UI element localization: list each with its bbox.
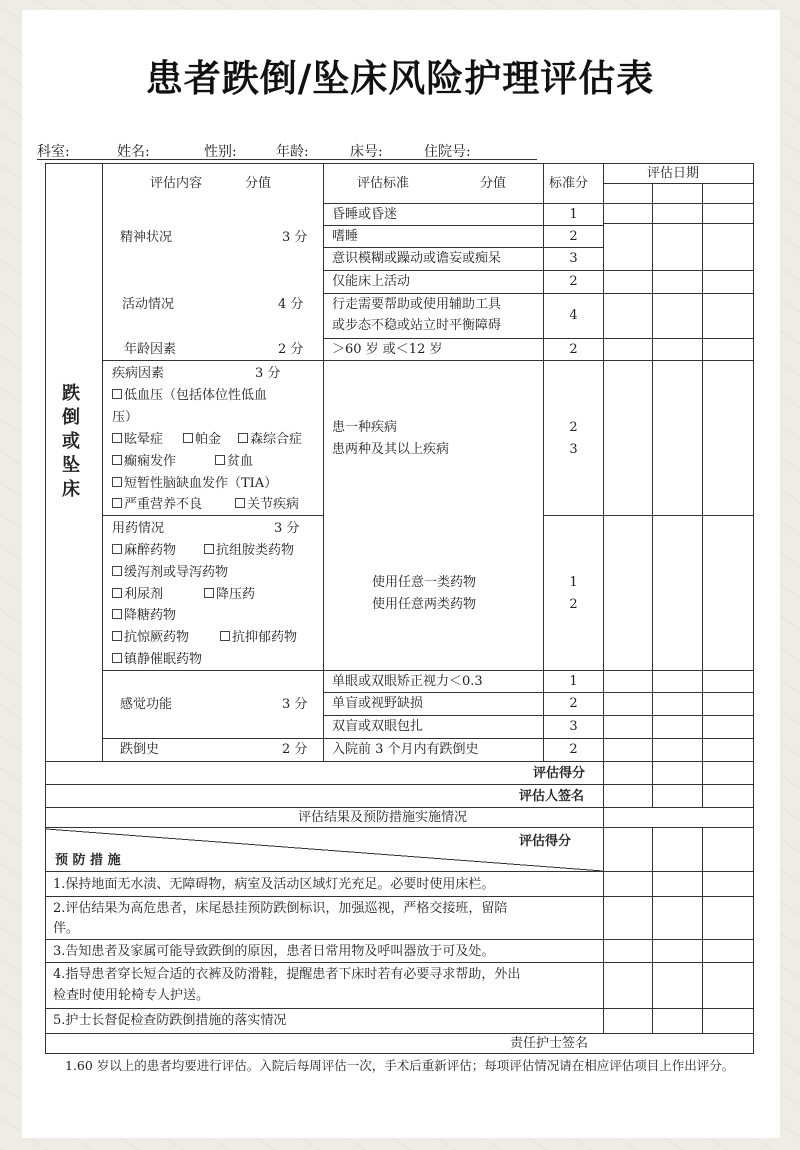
- standard-text: 或步态不稳或站立时平衡障碍: [332, 318, 502, 333]
- item-medication-label: 用药情况: [112, 521, 165, 536]
- name-label: 姓名:: [117, 144, 150, 160]
- standard-text: 单眼或双眼矫正视力＜0.3: [332, 674, 483, 689]
- checkbox[interactable]: [112, 544, 122, 554]
- checkbox[interactable]: [112, 433, 122, 443]
- standard-text: 单盲或视野缺损: [332, 696, 424, 711]
- disease-option: 帕金: [183, 432, 221, 448]
- checkbox[interactable]: [204, 588, 214, 598]
- measure-item: 3.告知患者及家属可能导致跌倒的原因，患者日常用物及呼叫器放于可及处。: [53, 944, 495, 959]
- checkbox[interactable]: [204, 544, 214, 554]
- medication-option: 镇静催眠药物: [112, 652, 202, 668]
- gender-label: 性别:: [204, 144, 237, 160]
- item-mental-score: 3 分: [282, 230, 308, 245]
- header-std-score: 分值: [480, 176, 507, 191]
- checkbox[interactable]: [112, 653, 122, 663]
- department-label: 科室:: [37, 144, 70, 160]
- header-standard-points: 标准分: [549, 176, 589, 191]
- item-fall-history-score: 2 分: [282, 742, 308, 757]
- medication-option: 抗惊厥药物: [112, 630, 189, 646]
- item-mental-label: 精神状况: [120, 230, 173, 245]
- disease-option: 癫痫发作: [112, 454, 176, 470]
- checkbox[interactable]: [112, 631, 122, 641]
- standard-points: 1: [569, 575, 578, 590]
- category-label: 跌 倒 或 坠 床: [62, 383, 80, 500]
- measure-item: 伴。: [53, 921, 80, 936]
- header-standard: 评估标准: [357, 176, 410, 191]
- signer-row-label: 评估人签名: [519, 789, 585, 804]
- item-fall-history-label: 跌倒史: [120, 742, 160, 757]
- checkbox[interactable]: [112, 566, 122, 576]
- checkbox[interactable]: [112, 477, 122, 487]
- item-activity-label: 活动情况: [122, 297, 175, 312]
- standard-text: 入院前 3 个月内有跌倒史: [332, 742, 479, 757]
- admission-no-label: 住院号:: [424, 144, 471, 160]
- result-header: 评估结果及预防措施实施情况: [298, 810, 468, 825]
- medication-option: 利尿剂: [112, 587, 163, 603]
- standard-points: 3: [569, 442, 578, 457]
- item-medication-score: 3 分: [274, 521, 300, 536]
- standard-points: 4: [569, 308, 578, 323]
- standard-text: 仅能床上活动: [332, 274, 411, 289]
- medication-option: 抗组胺类药物: [204, 543, 294, 559]
- standard-points: 2: [569, 342, 578, 357]
- form-title: 患者跌倒/坠床风险护理评估表: [145, 57, 655, 100]
- standard-text: 双盲或双眼包扎: [332, 719, 424, 734]
- checkbox[interactable]: [220, 631, 230, 641]
- standard-text: 意识模糊或躁动或谵妄或痴呆: [332, 251, 502, 266]
- standard-points: 2: [569, 742, 578, 757]
- standard-points: 3: [569, 251, 578, 266]
- item-sensory-label: 感觉功能: [120, 697, 173, 712]
- header-eval-date: 评估日期: [647, 166, 700, 181]
- disease-option: 低血压（包括体位性低血: [112, 388, 267, 404]
- disease-option: 森综合症: [238, 432, 302, 448]
- checkbox[interactable]: [235, 498, 245, 508]
- checkbox[interactable]: [215, 455, 225, 465]
- header-score: 分值: [245, 176, 272, 191]
- standard-points: 1: [569, 207, 578, 222]
- standard-points: 2: [569, 229, 578, 244]
- checkbox[interactable]: [238, 433, 248, 443]
- standard-points: 2: [569, 696, 578, 711]
- standard-text: 患一种疾病: [332, 420, 398, 435]
- standard-text: 患两种及其以上疾病: [332, 442, 450, 457]
- item-disease-score: 3 分: [255, 366, 281, 381]
- measure-item: 检查时使用轮椅专人护送。: [53, 988, 210, 1003]
- standard-points: 2: [569, 274, 578, 289]
- checkbox[interactable]: [112, 588, 122, 598]
- checkbox[interactable]: [183, 433, 193, 443]
- standard-text: 嗜睡: [332, 229, 359, 244]
- standard-points: 2: [569, 597, 578, 612]
- medication-option: 缓泻剂或导泻药物: [112, 565, 228, 581]
- standard-points: 3: [569, 719, 578, 734]
- disease-option: 短暂性脑缺血发作（TIA）: [112, 476, 277, 492]
- item-age-label: 年龄因素: [124, 342, 177, 357]
- standard-text: 使用任意两类药物: [372, 597, 477, 612]
- nurse-sign-label: 责任护士签名: [510, 1036, 589, 1051]
- age-label: 年龄:: [276, 144, 309, 160]
- standard-points: 2: [569, 420, 578, 435]
- medication-option: 抗抑郁药物: [220, 630, 297, 646]
- medication-option: 降压药: [204, 587, 255, 603]
- measure-item: 1.保持地面无水渍、无障碍物，病室及活动区域灯光充足。必要时使用床栏。: [53, 877, 495, 892]
- score-row-label: 评估得分: [533, 766, 586, 781]
- prevention-label: 预 防 措 施: [55, 853, 121, 868]
- disease-option: 眩晕症: [112, 432, 163, 448]
- measure-item: 5.护士长督促检查防跌倒措施的落实情况: [53, 1013, 287, 1028]
- footnote: 1.60 岁以上的患者均要进行评估。入院后每周评估一次，手术后重新评估；每项评估情况请在相应评估项目上作出评分。: [65, 1058, 735, 1073]
- medication-option: 麻醉药物: [112, 543, 176, 559]
- medication-option: 降糖药物: [112, 608, 176, 624]
- result-score-label: 评估得分: [519, 834, 572, 849]
- item-activity-score: 4 分: [278, 297, 304, 312]
- bed-label: 床号:: [350, 144, 383, 160]
- standard-text: ＞60 岁 或＜12 岁: [332, 342, 443, 357]
- checkbox[interactable]: [112, 455, 122, 465]
- item-sensory-score: 3 分: [282, 697, 308, 712]
- checkbox[interactable]: [112, 498, 122, 508]
- disease-option: 贫血: [215, 454, 253, 470]
- checkbox[interactable]: [112, 389, 122, 399]
- measure-item: 4.指导患者穿长短合适的衣裤及防滑鞋，提醒患者下床时若有必要寻求帮助，外出: [53, 967, 521, 982]
- standard-text: 昏睡或昏迷: [332, 207, 398, 222]
- standard-text: 行走需要帮助或使用辅助工具: [332, 297, 502, 312]
- disease-option: 严重营养不良: [112, 497, 202, 513]
- standard-text: 使用任意一类药物: [372, 575, 477, 590]
- standard-points: 1: [569, 674, 578, 689]
- item-disease-label: 疾病因素: [112, 366, 165, 381]
- header-content: 评估内容: [150, 176, 203, 191]
- item-age-score: 2 分: [278, 342, 304, 357]
- disease-option: 关节疾病: [235, 497, 299, 513]
- checkbox[interactable]: [112, 609, 122, 619]
- disease-option-cont: 压）: [112, 410, 139, 425]
- measure-item: 2.评估结果为高危患者，床尾悬挂预防跌倒标识，加强巡视，严格交接班，留陪: [53, 901, 508, 916]
